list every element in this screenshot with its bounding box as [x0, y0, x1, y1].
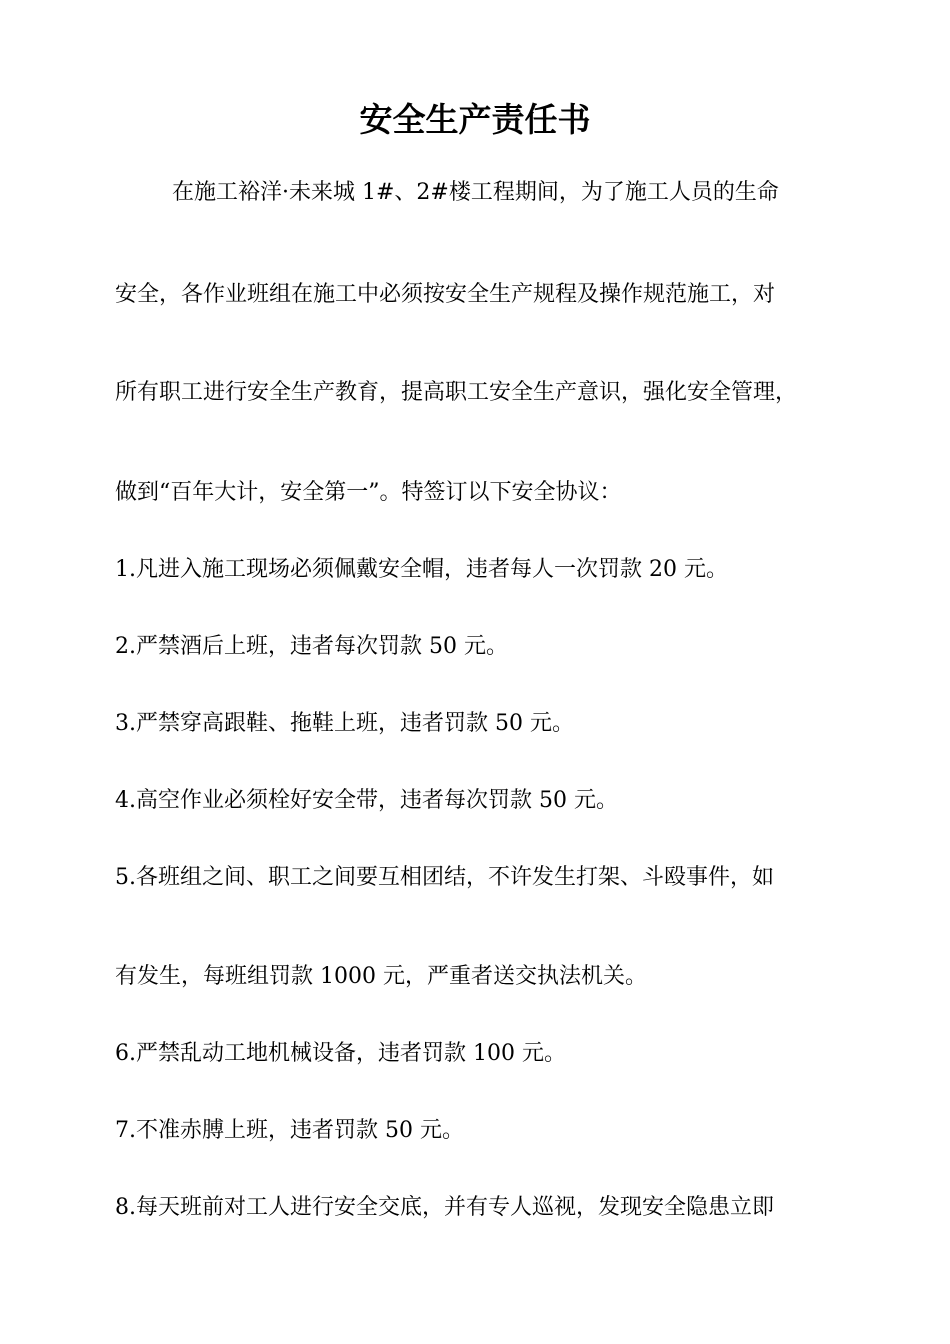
document-title: 安全生产责任书	[359, 100, 591, 139]
clause-4: 4.高空作业必须栓好安全带，违者每次罚款 50 元。	[115, 788, 618, 813]
clause-7: 7.不准赤膊上班，违者罚款 50 元。	[115, 1118, 464, 1143]
clause-3: 3.严禁穿高跟鞋、拖鞋上班，违者罚款 50 元。	[115, 711, 574, 736]
intro-line-4: 做到“百年大计，安全第一”。特签订以下安全协议：	[115, 480, 622, 505]
intro-line-1: 在施工裕洋·未来城 1#、2#楼工程期间，为了施工人员的生命	[172, 180, 779, 205]
intro-line-2: 安全，各作业班组在施工中必须按安全生产规程及操作规范施工，对	[115, 282, 776, 307]
clause-5-line-1: 5.各班组之间、职工之间要互相团结，不许发生打架、斗殴事件，如	[115, 865, 774, 890]
clause-8-line-1: 8.每天班前对工人进行安全交底，并有专人巡视，发现安全隐患立即	[115, 1195, 774, 1220]
clause-6: 6.严禁乱动工地机械设备，违者罚款 100 元。	[115, 1041, 566, 1066]
clause-2: 2.严禁酒后上班，违者每次罚款 50 元。	[115, 634, 508, 659]
clause-1: 1.凡进入施工现场必须佩戴安全帽，违者每人一次罚款 20 元。	[115, 557, 728, 582]
clause-5-line-2: 有发生，每班组罚款 1000 元，严重者送交执法机关。	[115, 964, 647, 989]
intro-line-3: 所有职工进行安全生产教育，提高职工安全生产意识，强化安全管理，	[115, 380, 798, 405]
